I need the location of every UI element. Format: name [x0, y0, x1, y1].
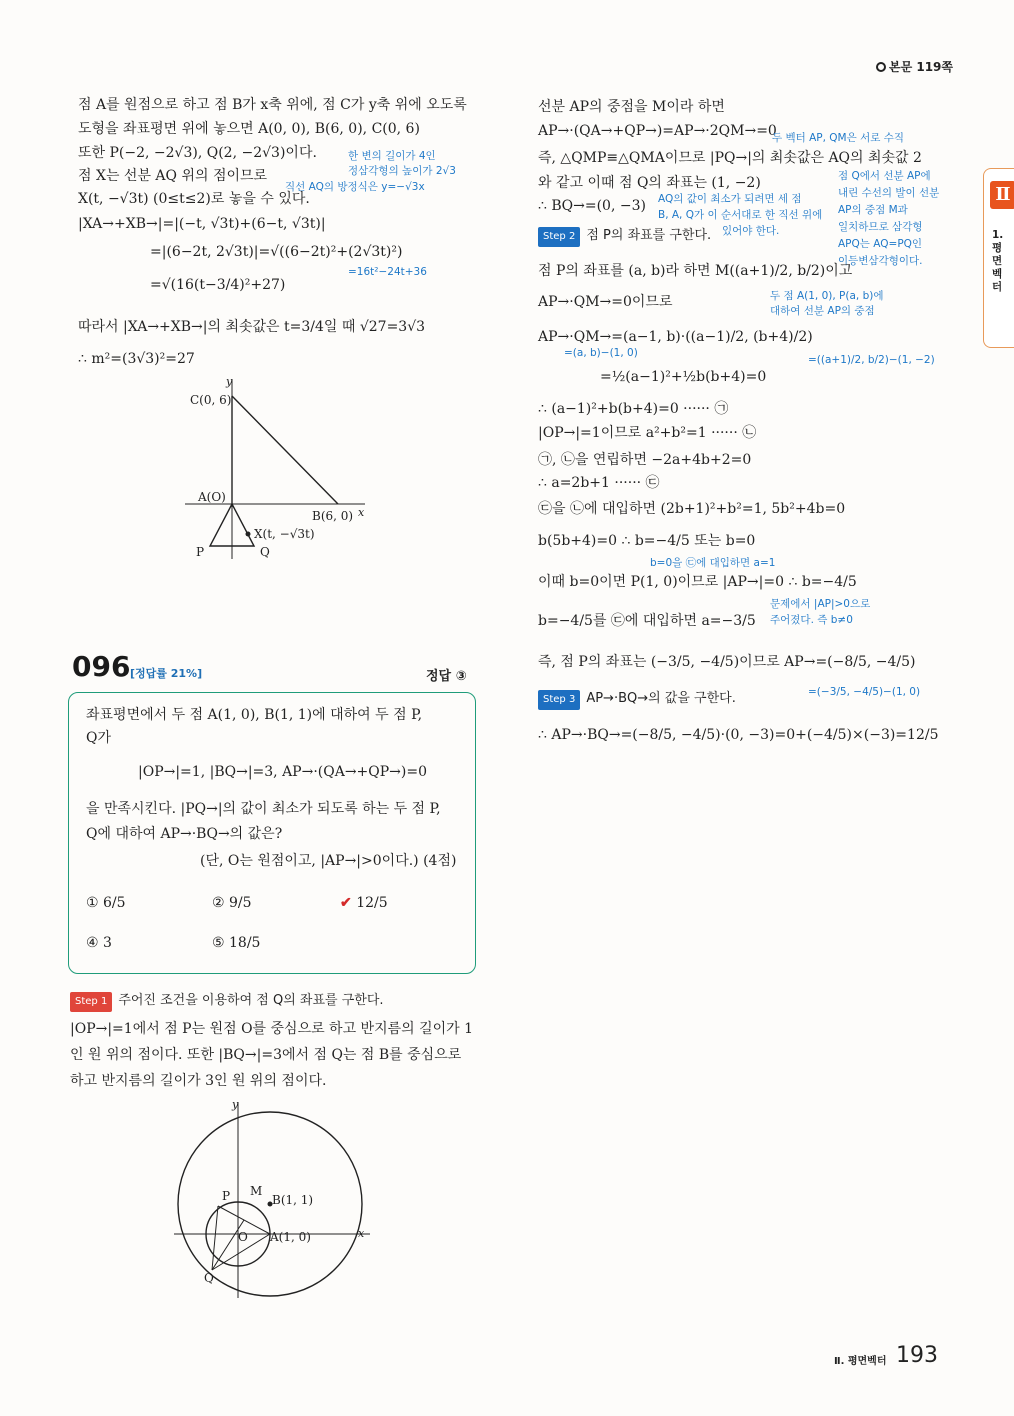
annotation: =16t²−24t+36: [348, 266, 427, 278]
graph-label: y: [226, 375, 233, 388]
text-line: 또한 P(−2, −2√3), Q(2, −2√3)이다.: [78, 145, 317, 161]
problem-text: (단, O는 원점이고, |AP→|>0이다.) (4점): [200, 853, 457, 869]
annotation: 정삼각형의 높이가 2√3: [348, 165, 456, 177]
footer-chapter: Ⅱ. 평면벡터: [834, 1356, 887, 1367]
text-line: 점 P의 좌표를 (a, b)라 하면 M((a+1)/2, b/2)이고: [538, 263, 853, 279]
annotation: =(−3/5, −4/5)−(1, 0): [808, 686, 921, 698]
text-line: ∴ a=2b+1 ······ ㉢: [538, 475, 660, 491]
choice-number: ④: [86, 935, 99, 951]
graph-label: x: [358, 506, 365, 519]
step-title: AP→·BQ→의 값을 구한다.: [586, 691, 736, 706]
graph-label: Q: [204, 1271, 214, 1285]
graph-label: P: [222, 1189, 231, 1203]
step-badge: Step 1: [70, 992, 112, 1012]
final-answer-line: ∴ AP→·BQ→=(−8/5, −4/5)·(0, −3)=0+(−4/5)×(−3)=12/5: [538, 727, 939, 743]
text-line: AP→·QM→=0이므로: [538, 294, 673, 310]
text-line: ㉢을 ㉡에 대입하면 (2b+1)²+b²=1, 5b²+4b=0: [538, 501, 846, 517]
text-line: 도형을 좌표평면 위에 놓으면 A(0, 0), B(6, 0), C(0, 6): [78, 121, 420, 137]
annotation: =((a+1)/2, b/2)−(1, −2): [808, 354, 935, 366]
annotation: 점 Q에서 선분 AP에: [838, 170, 931, 182]
point-x: [246, 532, 251, 537]
problem-text: Q가: [86, 730, 112, 746]
graph-label: O: [238, 1230, 248, 1244]
annotation: AQ의 값이 최소가 되려면 세 점: [658, 193, 802, 205]
text-line: |OP→|=1이므로 a²+b²=1 ······ ㉡: [538, 425, 757, 441]
text-line: ∴ m²=(3√3)²=27: [78, 351, 195, 367]
annotation: 두 점 A(1, 0), P(a, b)에: [770, 290, 884, 302]
graph-label: Q: [260, 545, 270, 559]
step1-heading: [70, 991, 384, 1012]
circle-icon: [876, 62, 886, 72]
page-number: 193: [896, 1343, 938, 1368]
problem-text: 좌표평면에서 두 점 A(1, 0), B(1, 1)에 대하여 두 점 P,: [86, 707, 423, 723]
text-line: 점 A를 원점으로 하고 점 B가 x축 위에, 점 C가 y축 위에 오도록: [78, 97, 467, 113]
graph-label: y: [232, 1098, 239, 1111]
graph-label: A(O): [198, 490, 226, 504]
text-line: 즉, 점 P의 좌표는 (−3/5, −4/5)이므로 AP→=(−8/5, −4/5): [538, 654, 916, 670]
annotation: 있어야 한다.: [722, 225, 780, 237]
page-reference: [876, 58, 953, 75]
text-line: ㉠, ㉡을 연립하면 −2a+4b+2=0: [538, 452, 752, 468]
text-line: |OP→|=1에서 점 P는 원점 O를 중심으로 하고 반지름의 길이가 1: [70, 1021, 474, 1037]
annotation: 이등변삼각형이다.: [838, 255, 923, 267]
problem-text: Q에 대하여 AP→·BQ→의 값은?: [86, 826, 283, 842]
problem-text: 을 만족시킨다. |PQ→|의 값이 최소가 되도록 하는 두 점 P,: [86, 801, 441, 817]
annotation: AP의 중점 M과: [838, 204, 908, 216]
graph-label: B(6, 0): [312, 509, 354, 523]
chapter-roman-badge: Ⅱ: [990, 181, 1014, 209]
text-line: 이때 b=0이면 P(1, 0)이므로 |AP→|=0 ∴ b=−4/5: [538, 574, 857, 590]
page-reference-text: 본문 119쪽: [889, 60, 954, 74]
choice-value: 3: [103, 935, 112, 951]
annotation: 문제에서 |AP|>0으로: [770, 598, 871, 610]
choice-value: 12/5: [356, 895, 388, 911]
choice-number: ⑤: [212, 935, 225, 951]
annotation: APQ는 AQ=PQ인: [838, 238, 923, 250]
segment-pq: [212, 1206, 218, 1270]
annotation: B, A, Q가 이 순서대로 한 직선 위에: [658, 209, 823, 221]
choice-5[interactable]: [212, 934, 260, 952]
graph-label: X(t, −√3t): [254, 527, 315, 541]
chapter-title: 1. 평면벡터: [992, 229, 1004, 293]
text-line: ∴ (a−1)²+b(b+4)=0 ······ ㉠: [538, 401, 729, 417]
text-line: AP→·(QA→+QP→)=AP→·2QM→=0: [538, 123, 777, 139]
text-line: =|(6−2t, 2√3t)|=√((6−2t)²+(2√3t)²): [150, 244, 403, 260]
text-line: 따라서 |XA→+XB→|의 최솟값은 t=3/4일 때 √27=3√3: [78, 319, 426, 335]
annotation: 내린 수선의 발이 선분: [838, 187, 940, 199]
step3-heading: [538, 689, 736, 710]
problem-condition: |OP→|=1, |BQ→|=3, AP→·(QA→+QP→)=0: [138, 764, 428, 780]
choice-4[interactable]: [86, 934, 112, 952]
graph-label: A(1, 0): [270, 1230, 311, 1244]
text-line: 즉, △QMP≡△QMA이므로 |PQ→|의 최솟값은 AQ의 최솟값 2: [538, 150, 922, 166]
text-line: ∴ BQ→=(0, −3): [538, 198, 646, 214]
choice-value: 9/5: [229, 895, 252, 911]
step-title: 주어진 조건을 이용하여 점 Q의 좌표를 구한다.: [118, 993, 384, 1008]
graph-label: C(0, 6): [190, 393, 232, 407]
text-line: 선분 AP의 중점을 M이라 하면: [538, 99, 725, 115]
problem-number: 096: [72, 650, 131, 683]
annotation: 두 벡터 AP, QM은 서로 수직: [772, 132, 905, 144]
text-line: 점 X는 선분 AQ 위의 점이므로: [78, 168, 268, 184]
annotation: 한 변의 길이가 4인: [348, 150, 436, 162]
text-line: b=−4/5를 ㉢에 대입하면 a=−3/5: [538, 613, 756, 629]
problem-answer: 정답 ③: [426, 669, 467, 684]
step2-heading: [538, 226, 711, 247]
annotation: =(a, b)−(1, 0): [564, 347, 638, 359]
text-line: 인 원 위의 점이다. 또한 |BQ→|=3에서 점 Q는 점 B를 중심으로: [70, 1047, 462, 1063]
step-badge: Step 3: [538, 690, 580, 710]
graph-label: M: [250, 1184, 263, 1198]
text-line: |XA→+XB→|=|(−t, √3t)+(6−t, √3t)|: [78, 216, 326, 232]
graph-label: P: [196, 545, 205, 559]
annotation: b=0을 ㉢에 대입하면 a=1: [650, 557, 776, 569]
text-line: X(t, −√3t) (0≤t≤2)로 놓을 수 있다.: [78, 191, 310, 207]
text-line: 와 같고 이때 점 Q의 좌표는 (1, −2): [538, 175, 761, 191]
graph-label: B(1, 1): [272, 1193, 314, 1207]
choice-number: ②: [212, 895, 225, 911]
annotation: 직선 AQ의 방정식은 y=−√3x: [285, 181, 425, 193]
text-line: b(5b+4)=0 ∴ b=−4/5 또는 b=0: [538, 533, 756, 549]
text-line: =√(16(t−3/4)²+27): [150, 277, 286, 293]
chapter-side-tab: [983, 168, 1014, 348]
annotation: 대하여 선분 AP의 중점: [770, 305, 875, 317]
step-badge: Step 2: [538, 227, 580, 247]
choice-value: 6/5: [103, 895, 126, 911]
graph-label: x: [358, 1227, 365, 1240]
triangle-side-bc: [232, 396, 338, 504]
choice-number: ①: [86, 895, 99, 911]
annotation: 주어졌다. 즉 b≠0: [770, 614, 853, 626]
choice-1[interactable]: [86, 894, 126, 912]
choice-2[interactable]: [212, 894, 252, 912]
check-mark-icon: ✔: [340, 895, 352, 911]
step-title: 점 P의 좌표를 구한다.: [586, 228, 712, 243]
problem-correct-rate: [정답률 21%]: [130, 667, 203, 680]
text-line: 하고 반지름의 길이가 3인 원 위의 점이다.: [70, 1073, 327, 1089]
choice-3[interactable]: [340, 894, 388, 912]
choice-value: 18/5: [229, 935, 261, 951]
text-line: =½(a−1)²+½b(b+4)=0: [600, 369, 767, 385]
text-line: AP→·QM→=(a−1, b)·((a−1)/2, (b+4)/2): [538, 329, 813, 345]
annotation: 일치하므로 삼각형: [838, 221, 923, 233]
